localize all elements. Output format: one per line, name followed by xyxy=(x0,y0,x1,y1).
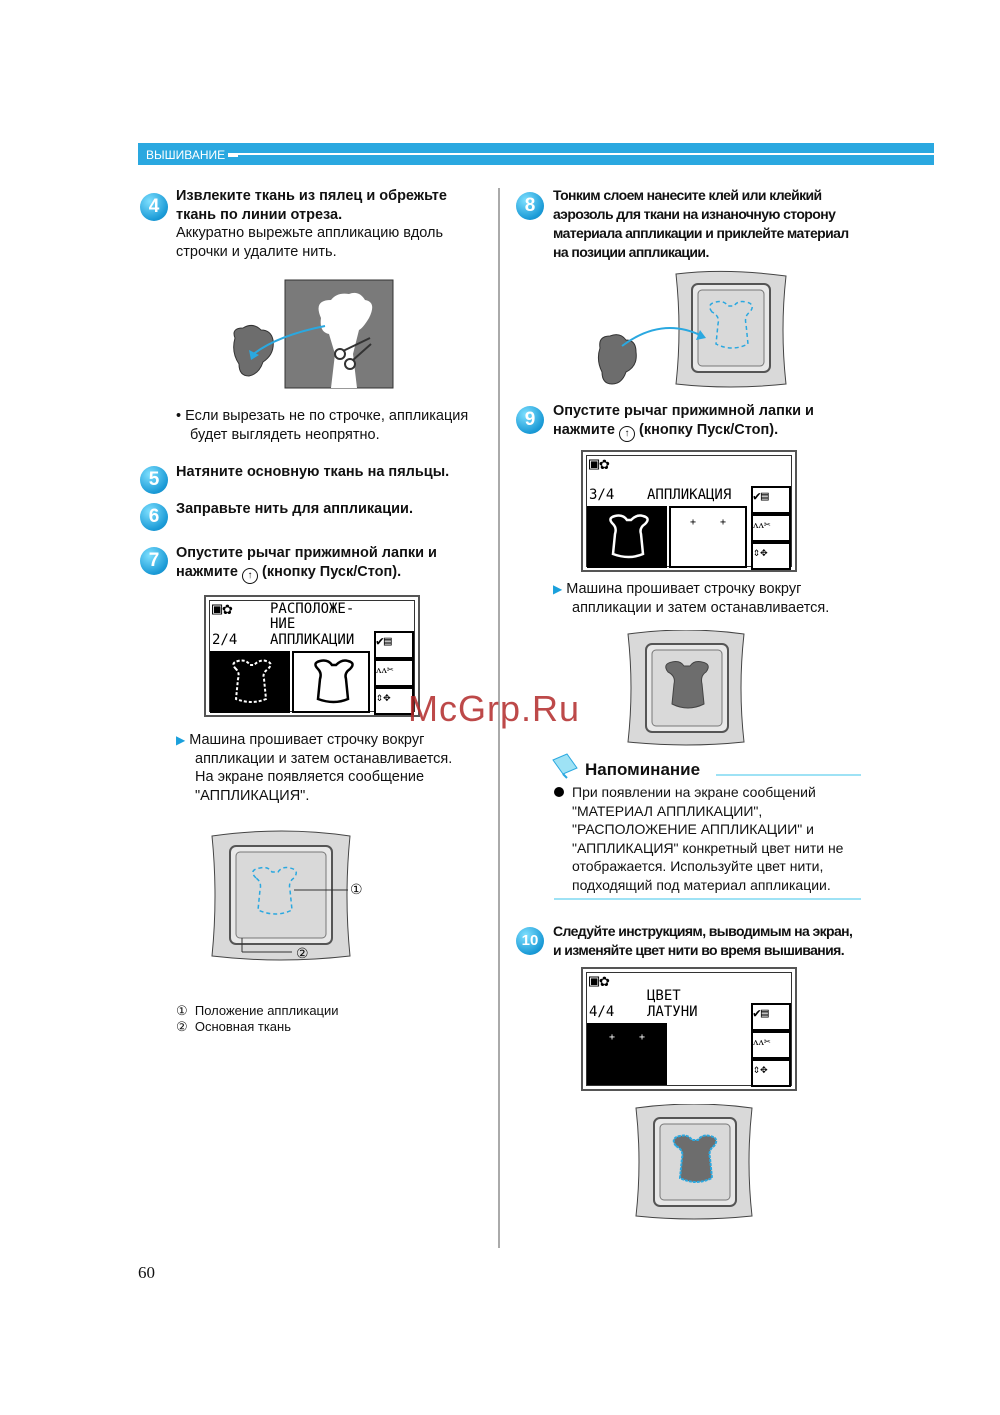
lcd-message-line-3: АППЛИКАЦИИ xyxy=(270,632,355,648)
memo-icon xyxy=(549,752,579,785)
step-9-badge: 9 xyxy=(516,406,544,434)
lcd-message-line-2: ЛАТУНИ xyxy=(647,1004,698,1020)
step-4-badge: 4 xyxy=(140,193,168,221)
step-4-title: Извлеките ткань из пялец и обрежьте ткань по линии отреза. xyxy=(176,188,447,223)
thread-check-button[interactable] xyxy=(751,486,791,514)
start-stop-icon: ↑ xyxy=(619,426,635,442)
step-4-body: Аккуратно вырежьте аппликацию вдоль строчки и удалите нить. xyxy=(176,225,444,260)
step-5-title: Натяните основную ткань на пяльцы. xyxy=(176,464,450,480)
move-arrows-icon: ⇕✥ xyxy=(753,1062,768,1076)
stitch-cut-button[interactable] xyxy=(751,1031,791,1059)
lcd-message-line-1: ЦВЕТ xyxy=(647,988,681,1004)
lcd-message: АППЛИКАЦИЯ xyxy=(647,487,732,503)
lcd-preview-shape xyxy=(587,506,667,568)
stitch-scissors-icon: ᴧᴧ✂ xyxy=(753,518,771,531)
step-10-badge: 10 xyxy=(516,927,544,955)
check-thread-icon: ✔▤ xyxy=(753,1006,769,1021)
step-6-badge: 6 xyxy=(140,503,168,531)
move-frame-button[interactable] xyxy=(751,542,791,570)
lcd-screen-step-9 xyxy=(581,450,797,572)
check-thread-icon: ✔▤ xyxy=(753,489,769,504)
memo-title: Напоминание xyxy=(585,760,701,779)
stitch-cut-button[interactable] xyxy=(374,659,414,687)
thread-check-button[interactable] xyxy=(374,631,414,659)
stitch-scissors-icon: ᴧᴧ✂ xyxy=(753,1035,771,1048)
legend: ① Положение аппликации ② Основная ткань xyxy=(176,1003,339,1034)
step-9-result: ▶ Машина прошивает строчку вокруг аппликации и затем останавливается. xyxy=(553,581,830,616)
embroidery-unit-icon: ▣✿ xyxy=(589,971,610,991)
lcd-message-line-1: РАСПОЛОЖЕ- xyxy=(270,601,355,617)
start-stop-icon: ↑ xyxy=(242,568,258,584)
move-frame-button[interactable] xyxy=(751,1059,791,1087)
callout-1: ① xyxy=(350,881,363,897)
step-5-badge: 5 xyxy=(140,466,168,494)
lcd-color-count: 2/4 xyxy=(212,632,238,648)
lcd-color-count: 3/4 xyxy=(589,487,615,503)
page-number: 60 xyxy=(138,1263,155,1282)
result-arrow-icon: ▶ xyxy=(553,582,563,596)
lcd-color-count: 4/4 xyxy=(589,1004,615,1020)
callout-2: ② xyxy=(296,945,309,961)
section-title: ВЫШИВАНИЕ xyxy=(138,147,228,164)
section-header xyxy=(138,143,934,167)
glue-applique-illustration xyxy=(596,270,792,390)
cut-applique-illustration xyxy=(225,278,397,390)
lcd-message-line-2: НИЕ xyxy=(270,616,296,632)
step-10-title: Следуйте инструкциям, выводимым на экран, и изменяйте цвет нити во время вышивания. xyxy=(553,923,853,958)
memo-title-line xyxy=(716,774,861,776)
lcd-preview-stitched xyxy=(210,651,290,713)
lcd-screen-step-7 xyxy=(204,595,420,717)
step-7-badge: 7 xyxy=(140,547,168,575)
check-thread-icon: ✔▤ xyxy=(376,634,392,649)
memo-bottom-line xyxy=(554,898,861,900)
step-8-title: Тонким слоем нанесите клей или клейкий аэрозоль для ткани на изнаночную сторону материала аппликации и приклейте материал на позиции аппликации. xyxy=(553,187,849,260)
hoop-illustration-step-9 xyxy=(626,630,746,746)
step-8-badge: 8 xyxy=(516,192,544,220)
memo-body: При появлении на экране сообщений "МАТЕРИАЛ АППЛИКАЦИИ", "РАСПОЛОЖЕНИЕ АППЛИКАЦИИ" и "АППЛИКАЦИЯ" конкретный цвет нити не отображается. Используйте цвет нити, подходящий под материал аппликации. xyxy=(554,783,843,895)
stitch-cut-button[interactable] xyxy=(751,514,791,542)
lcd-preview: + + xyxy=(587,1023,667,1085)
step-4-note: • Если вырезать не по строчке, аппликация будет выглядеть неопрятно. xyxy=(176,408,469,443)
embroidery-unit-icon: ▣✿ xyxy=(589,454,610,474)
lcd-preview-shape xyxy=(292,651,370,713)
step-7-result: ▶ Машина прошивает строчку вокруг аппликации и затем останавливается. На экране появляется сообщение "АППЛИКАЦИЯ". xyxy=(176,732,453,804)
step-7-title: Опустите рычаг прижимной лапки и нажмите ↑ (кнопку Пуск/Стоп). xyxy=(176,544,437,584)
hoop-illustration-step-10 xyxy=(634,1104,754,1220)
step-9-title: Опустите рычаг прижимной лапки и нажмите ↑ (кнопку Пуск/Стоп). xyxy=(553,402,814,442)
step-6-title: Заправьте нить для аппликации. xyxy=(176,501,413,517)
watermark: McGrp.Ru xyxy=(408,688,581,729)
stitch-scissors-icon: ᴧᴧ✂ xyxy=(376,663,394,676)
lcd-preview-next: + + xyxy=(669,506,747,568)
move-arrows-icon: ⇕✥ xyxy=(753,545,768,559)
result-arrow-icon: ▶ xyxy=(176,733,186,747)
embroidery-unit-icon: ▣✿ xyxy=(212,599,233,619)
bullet-dot-icon xyxy=(554,787,564,797)
move-arrows-icon: ⇕✥ xyxy=(376,690,391,704)
thread-check-button[interactable] xyxy=(751,1003,791,1031)
lcd-screen-step-10 xyxy=(581,967,797,1091)
hoop-illustration-step-7 xyxy=(208,828,368,968)
